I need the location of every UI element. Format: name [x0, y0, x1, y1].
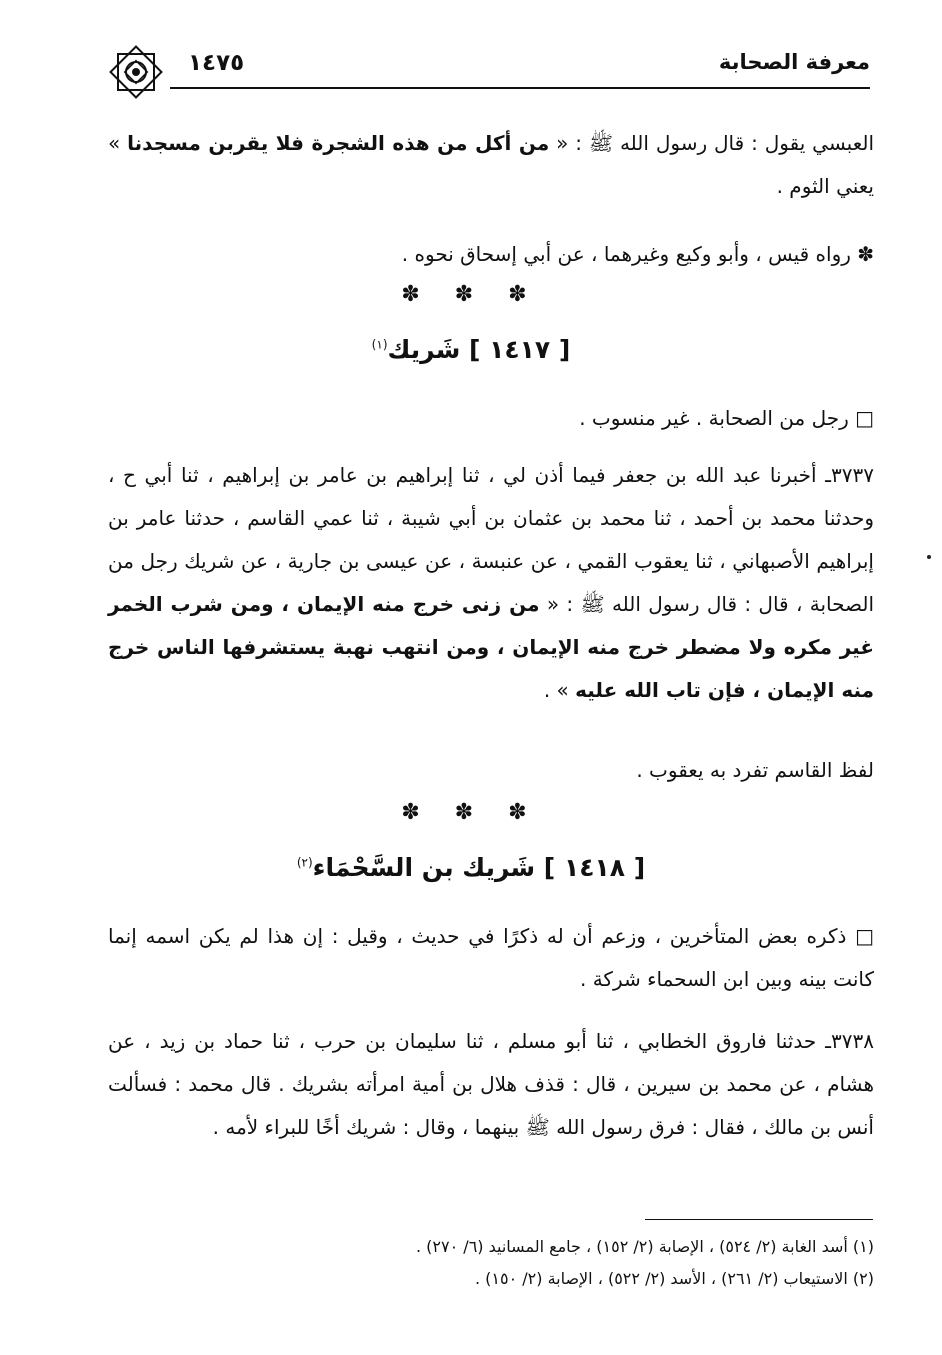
entry-1418-description: □ ذكره بعض المتأخرين ، وزعم أن له ذكرًا في حديث ، وقيل : إن هذا لم يكن اسمه إنما كانت بينه وبين ابن السحماء شركة .	[108, 924, 874, 991]
star-ornament-icon	[104, 40, 168, 104]
footnote-ref-2: (٢)	[296, 855, 313, 870]
intro-paragraph	[108, 122, 874, 208]
entry-1417-description: □ رجل من الصحابة . غير منسوب .	[579, 406, 874, 430]
entry-1417-note: لفظ القاسم تفرد به يعقوب .	[636, 758, 874, 782]
entry-1417-title: [ ١٤١٧ ] شَريك	[387, 335, 571, 364]
section-separator-2: ✽ ✽ ✽	[401, 800, 541, 825]
intro-text-2: » يعني الثوم .	[108, 131, 874, 198]
footnote-rule	[645, 1219, 873, 1220]
entry-1418-heading	[0, 853, 942, 882]
entry-1418-title: [ ١٤١٨ ] شَريك بن السَّحْمَاء	[312, 853, 646, 882]
header-rule	[170, 87, 870, 89]
margin-speck	[927, 555, 931, 559]
running-header-title: معرفة الصحابة	[718, 50, 870, 74]
page-number: ١٤٧٥	[188, 50, 245, 76]
footnote-ref-1: (١)	[371, 337, 388, 352]
footnote-1: (١) أسد الغابة (٢/ ٥٢٤) ، الإصابة (٢/ ١٥٢) ، جامع المسانيد (٦/ ٢٧٠) .	[416, 1237, 874, 1256]
section-separator-1: ✽ ✽ ✽	[401, 282, 541, 307]
entry-1417-heading	[0, 335, 942, 364]
hadith-3738: ٣٧٣٨ـ حدثنا فاروق الخطابي ، ثنا أبو مسلم ، ثنا سليمان بن حرب ، ثنا حماد بن زيد ، عن هشام ، عن محمد بن سيرين ، قال : قذف هلال بن أمية امرأته بشريك . قال محمد : فسألت أنس بن مالك ، فقال : فرق رسول الله ﷺ بينهما ، وقال : شريك أخًا للبراء لأمه .	[108, 1029, 874, 1139]
hadith-3737-matn: من زنى خرج منه الإيمان ، ومن شرب الخمر غير مكره ولا مضطر خرج منه الإيمان ، ومن انتهب نهبة يستشرفها الناس خرج منه الإيمان ، فإن تاب الله عليه	[108, 592, 874, 702]
riwaya-note: ✽ رواه قيس ، وأبو وكيع وغيرهما ، عن أبي إسحاق نحوه .	[401, 242, 874, 266]
intro-hadith-quote: من أكل من هذه الشجرة فلا يقربن مسجدنا	[127, 131, 550, 155]
hadith-3737-isnad: ٣٧٣٧ـ أخبرنا عبد الله بن جعفر فيما أذن لي ، ثنا إبراهيم بن عامر بن إبراهيم ، ثنا أبي ح ، وحدثنا محمد بن أحمد ، ثنا محمد بن عثمان بن أبي شيبة ، ثنا عمي القاسم ، حدثنا عامر بن إبراهيم الأصبهاني ، ثنا يعقوب القمي ، عن عنبسة ، عن عيسى بن جارية ، عن شريك رجل من الصحابة ، قال : قال رسول الله ﷺ : «	[108, 463, 875, 616]
footnote-2: (٢) الاستيعاب (٢/ ٢٦١) ، الأسد (٢/ ٥٢٢) ، الإصابة (٢/ ١٥٠) .	[474, 1269, 874, 1288]
hadith-3737-end: » .	[543, 678, 569, 702]
intro-text-1: العبسي يقول : قال رسول الله ﷺ : «	[556, 131, 875, 155]
hadith-3737	[108, 454, 874, 712]
